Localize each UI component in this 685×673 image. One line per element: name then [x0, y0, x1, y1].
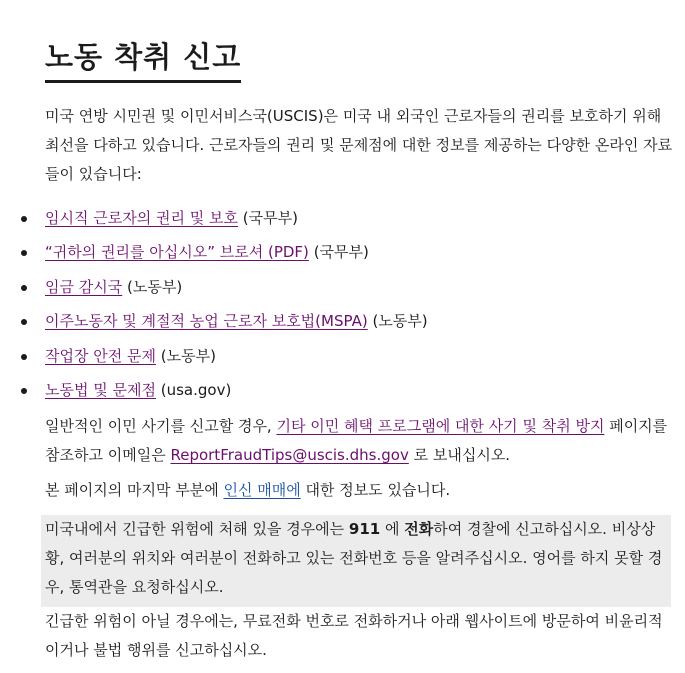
resource-source: (노동부) — [127, 277, 183, 296]
resource-list — [0, 201, 685, 407]
fraud-text-before: 일반적인 이민 사기를 신고할 경우, — [45, 417, 277, 435]
emergency-text-1: 미국내에서 긴급한 위험에 처해 있을 경우에는 — [45, 520, 349, 538]
bullet-icon — [21, 354, 27, 360]
page-title: 노동 착취 신고 — [45, 42, 241, 83]
bullet-icon — [21, 250, 27, 256]
bullet-icon — [21, 319, 27, 325]
emergency-text-2: 에 — [380, 520, 405, 538]
resource-source: (국무부) — [242, 209, 298, 227]
fraud-text-middle: 페이지를 참조하고 이메일은 — [45, 417, 668, 464]
human-trafficking-link[interactable]: 인신 매매에 — [223, 481, 301, 499]
non-emergency-paragraph: 긴급한 위험이 아닐 경우에는, 무료전화 번호로 전화하거나 아래 웹사이트에 방문하여 비윤리적이거나 불법 행위를 신고하십시오. — [45, 612, 663, 659]
emergency-number: 911 — [348, 520, 381, 538]
resource-link-know-your-rights-brochure[interactable]: “귀하의 권리를 아십시오” 브로셔 (PDF) — [45, 243, 309, 262]
bullet-icon — [21, 388, 27, 394]
trafficking-text-before: 본 페이지의 마지막 부분에 — [45, 481, 224, 499]
emergency-paragraph — [45, 515, 667, 602]
emergency-notice — [41, 515, 671, 607]
list-item — [0, 373, 685, 407]
fraud-text-after: 로 보내십시오. — [408, 446, 511, 464]
fraud-prevention-link[interactable]: 기타 이민 혜택 프로그램에 대한 사기 및 착취 방지 — [276, 417, 605, 435]
list-item — [0, 235, 685, 269]
report-fraud-email-link[interactable]: ReportFraudTips@uscis.dhs.gov — [170, 446, 409, 464]
list-item — [0, 339, 685, 373]
resource-link-temporary-workers-rights[interactable]: 임시직 근로자의 권리 및 보호 — [45, 209, 238, 227]
bullet-icon — [21, 216, 27, 222]
list-item — [0, 201, 685, 235]
bullet-icon — [21, 285, 27, 291]
emergency-text-3: 하여 경찰에 신고하십시오. 비상상황, 여러분의 위치와 여러분이 전화하고 있는 전화번호 등을 알려주십시오. 영어를 하지 못할 경우, 통역관을 요청하십시오. — [45, 520, 663, 596]
list-item — [0, 270, 685, 304]
resource-source: (usa.gov) — [160, 380, 232, 399]
resource-link-wage-and-hour[interactable]: 임금 감시국 — [45, 277, 123, 296]
trafficking-text-after: 대한 정보도 있습니다. — [300, 481, 451, 499]
trafficking-paragraph — [45, 476, 450, 505]
resource-source: (노동부) — [372, 312, 428, 331]
resource-link-mspa[interactable]: 이주노동자 및 계절적 농업 근로자 보호법(MSPA) — [45, 312, 368, 331]
resource-source: (노동부) — [160, 346, 216, 365]
list-item — [0, 304, 685, 338]
fraud-paragraph — [45, 412, 675, 470]
resource-source: (국무부) — [313, 243, 369, 262]
emergency-call-bold: 전화 — [404, 520, 434, 538]
resource-link-labor-laws[interactable]: 노동법 및 문제점 — [45, 380, 156, 399]
intro-paragraph: 미국 연방 시민권 및 이민서비스국(USCIS)은 미국 내 외국인 근로자들의 권리를 보호하기 위해 최선을 다하고 있습니다. 근로자들의 권리 및 문제점에 대한 정보를 제공하는 다양한 온라인 자료들이 있습니다: — [45, 107, 673, 183]
resource-link-workplace-safety[interactable]: 작업장 안전 문제 — [45, 346, 156, 365]
